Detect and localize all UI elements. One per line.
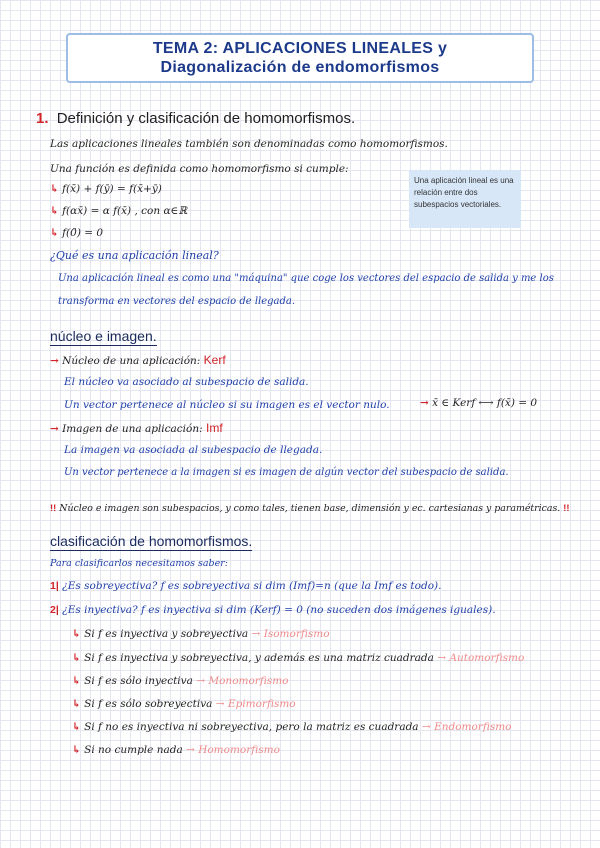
nucleo-heading-text: núcleo e imagen. [50,328,157,344]
title-box [66,33,534,83]
im-label: Imagen de una aplicación: [62,423,203,435]
question-1-text: ¿Es sobreyectiva? f es sobreyectiva si dim (Imf)=n (que la Imf es todo). [62,580,442,592]
item-result: Monomorfismo [208,675,289,687]
ker-formula-line [420,397,537,409]
condition-1-text: f(x̄) + f(ȳ) = f(x̄+ȳ) [62,183,162,195]
subsection-heading-clasificacion [50,533,252,549]
item-result: Homomorfismo [198,744,280,756]
question-2-text: ¿Es inyectiva? f es inyectiva si dim (Kerf) = 0 (no suceden dos imágenes iguales). [62,604,496,616]
item-result: Isomorfismo [263,628,330,640]
condition-3-text: f(0̄) = 0 [62,227,104,239]
arrow-icon: ↳ [50,205,59,217]
ker-line-1: El núcleo va asociado al subespacio de salida. [64,376,309,388]
im-symbol: Imf [206,421,223,435]
condition-2 [50,205,187,217]
warning-mark: !! [50,502,57,513]
clasificacion-heading-text: clasificación de homomorfismos. [50,533,253,549]
arrow-icon: ↳ [72,675,81,687]
clasificacion-intro: Para clasificarlos necesitamos saber: [50,558,228,569]
condition-2-text: f(αx̄) = α f(x̄) , con α∈ℝ [62,205,188,217]
warning-line [50,502,570,514]
page-title: TEMA 2: APLICACIONES LINEALES y [152,40,448,57]
item-result: Epimorfismo [227,698,296,710]
warning-mark-end: !! [563,502,570,513]
item-text: Si f es inyectiva y sobreyectiva [84,628,249,640]
subsection-heading-nucleo [50,328,157,344]
ker-symbol: Kerf [203,353,226,367]
intro-line-2: Una función es definida como homomorfismo si cumple: [50,163,349,175]
item-text: Si f es sólo inyectiva [84,675,193,687]
question-2 [50,604,496,616]
ker-line-2: Un vector pertenece al núcleo si su imagen es el vector nulo. [64,399,390,411]
item-text: Si f no es inyectiva ni sobreyectiva, pero la matriz es cuadrada [84,721,419,733]
right-arrow-icon: → [50,355,59,367]
intro-line-1: Las aplicaciones lineales también son denominadas como homomorfismos. [50,138,448,150]
question-2-number: 2| [50,604,59,616]
right-arrow-icon: → [215,698,225,710]
right-arrow-icon: → [50,423,59,435]
right-arrow-icon: → [421,721,431,733]
side-note: Una aplicación lineal es una relación entre dos subespacios vectoriales. [409,170,521,228]
condition-3 [50,227,103,239]
list-item [72,744,280,756]
arrow-icon: ↳ [50,183,59,195]
list-item [72,698,296,710]
ker-formula: x̄ ∈ Kerf ⟷ f(x̄) = 0 [432,397,538,409]
list-item [72,721,512,733]
section-title: Definición y clasificación de homomorfismos. [56,110,356,127]
section-number: 1. [36,110,49,127]
ker-label-line [50,353,226,367]
arrow-icon: ↳ [50,227,59,239]
arrow-icon: ↳ [72,721,81,733]
im-line-1: La imagen va asociada al subespacio de llegada. [64,444,323,456]
item-text: Si f es sólo sobreyectiva [84,698,213,710]
right-arrow-icon: → [196,675,206,687]
item-result: Automorfismo [449,652,525,664]
item-result: Endomorfismo [434,721,512,733]
item-text: Si f es inyectiva y sobreyectiva, y además es una matriz cuadrada [84,652,434,664]
arrow-icon: ↳ [72,628,81,640]
question: ¿Qué es una aplicación lineal? [50,249,219,262]
answer-line-1: Una aplicación lineal es como una "máquina" que coge los vectores del espacio de salida y me los [58,273,554,284]
section-heading [36,110,355,127]
ker-label: Núcleo de una aplicación: [62,355,201,367]
arrow-icon: ↳ [72,744,81,756]
list-item [72,652,524,664]
item-text: Si no cumple nada [84,744,183,756]
answer-line-2: transforma en vectores del espacio de llegada. [58,296,296,307]
warning-text: Núcleo e imagen son subespacios, y como tales, tienen base, dimensión y ec. cartesianas y paramétricas. [59,503,561,514]
right-arrow-icon: → [251,628,261,640]
list-item [72,675,288,687]
arrow-icon: ↳ [72,698,81,710]
page-subtitle: Diagonalización de endomorfismos [160,59,440,76]
arrow-icon: ↳ [72,652,81,664]
right-arrow-icon: → [420,397,429,409]
im-label-line [50,421,223,435]
right-arrow-icon: → [186,744,195,756]
question-1 [50,580,441,592]
question-1-number: 1| [50,580,59,592]
list-item [72,628,330,640]
right-arrow-icon: → [437,652,447,664]
im-line-2: Un vector pertenece a la imagen si es imagen de algún vector del subespacio de salida. [64,467,509,478]
condition-1 [50,183,162,195]
